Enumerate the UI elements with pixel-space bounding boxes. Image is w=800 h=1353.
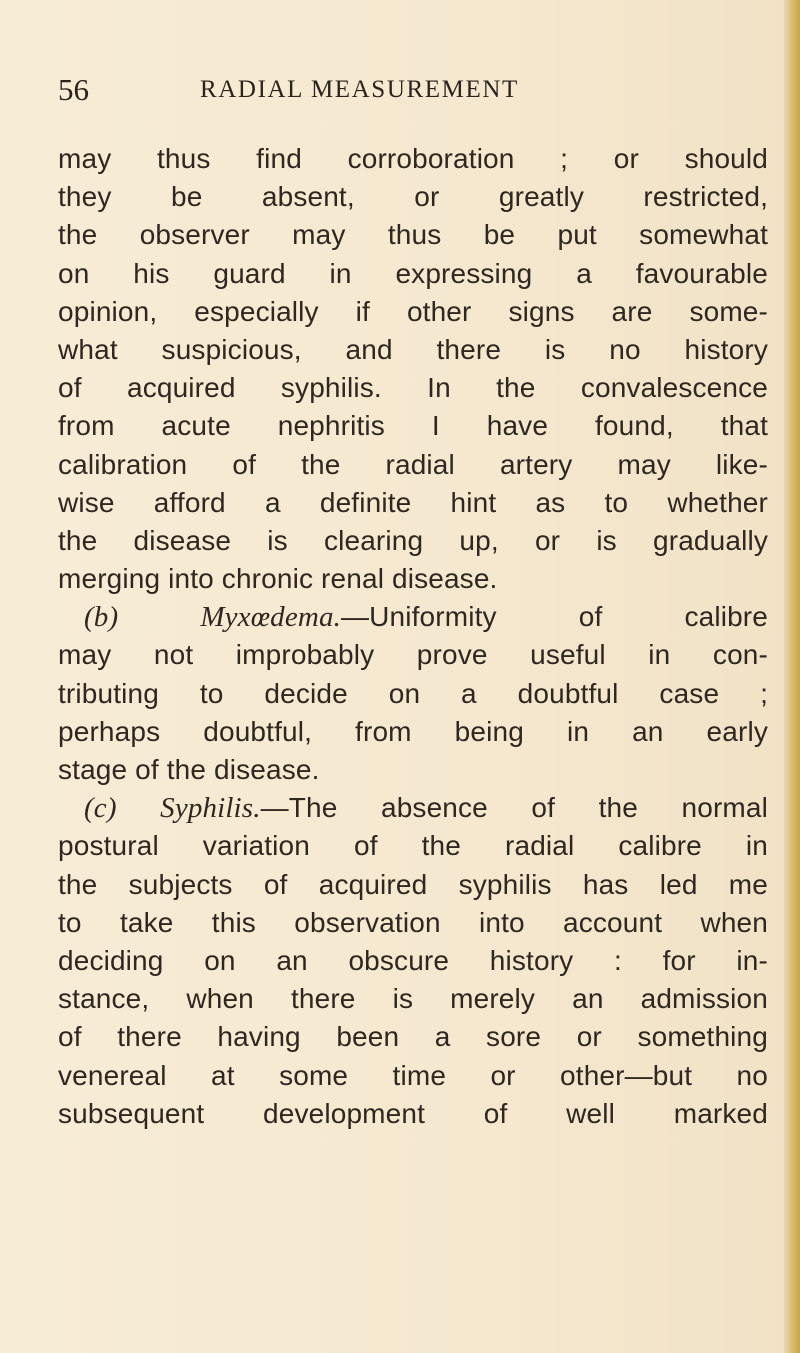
page-number: 56 (58, 72, 89, 107)
text-line: perhaps doubtful, from being in an early (58, 715, 768, 747)
text-line: tributing to decide on a doubtful case ; (58, 677, 768, 709)
text-line: to take this observation into account when (58, 906, 768, 938)
text-line: the disease is clearing up, or is gradually (58, 524, 768, 556)
body-text (58, 140, 768, 1133)
text-line: of acquired syphilis. In the convalescence (58, 372, 768, 404)
section-label: (b) (84, 601, 119, 634)
text-line: stage of the disease. (58, 754, 320, 785)
section-text: —The absence of the normal (260, 792, 768, 824)
text-line: subsequent development of well marked (58, 1097, 768, 1129)
section-line-myxoedema (58, 598, 768, 636)
text-line: calibration of the radial artery may like- (58, 448, 768, 480)
section-label: (c) (84, 792, 117, 825)
text-line: wise afford a definite hint as to whether (58, 486, 768, 518)
text-line: from acute nephritis I have found, that (58, 410, 768, 442)
text-line: may thus find corroboration ; or should (58, 143, 768, 174)
page-header (58, 70, 758, 110)
text-line: the subjects of acquired syphilis has led me (58, 868, 768, 900)
text-line: merging into chronic renal disease. (58, 563, 498, 595)
text-line: opinion, especially if other signs are some- (58, 295, 768, 327)
text-line: of there having been a sore or something (58, 1021, 768, 1053)
section-text: —Uniformity of calibre (341, 601, 768, 633)
section-line-syphilis (58, 789, 768, 827)
text-line: what suspicious, and there is no history (58, 333, 768, 365)
page-gilt-edge (786, 0, 800, 1353)
text-line: stance, when there is merely an admission (58, 983, 768, 1015)
text-line: deciding on an obscure history : for in- (58, 944, 768, 976)
text-line: may not improbably prove useful in con- (58, 639, 768, 671)
section-heading: Myxœdema. (200, 601, 342, 634)
text-line: the observer may thus be put somewhat (58, 219, 768, 251)
text-line: postural variation of the radial calibre in (58, 830, 768, 862)
running-head: RADIAL MEASUREMENT (200, 76, 519, 103)
text-line: venereal at some time or other—but no (58, 1059, 768, 1091)
section-heading: Syphilis. (160, 792, 261, 825)
text-line: on his guard in expressing a favourable (58, 257, 768, 289)
text-line: they be absent, or greatly restricted, (58, 181, 768, 213)
